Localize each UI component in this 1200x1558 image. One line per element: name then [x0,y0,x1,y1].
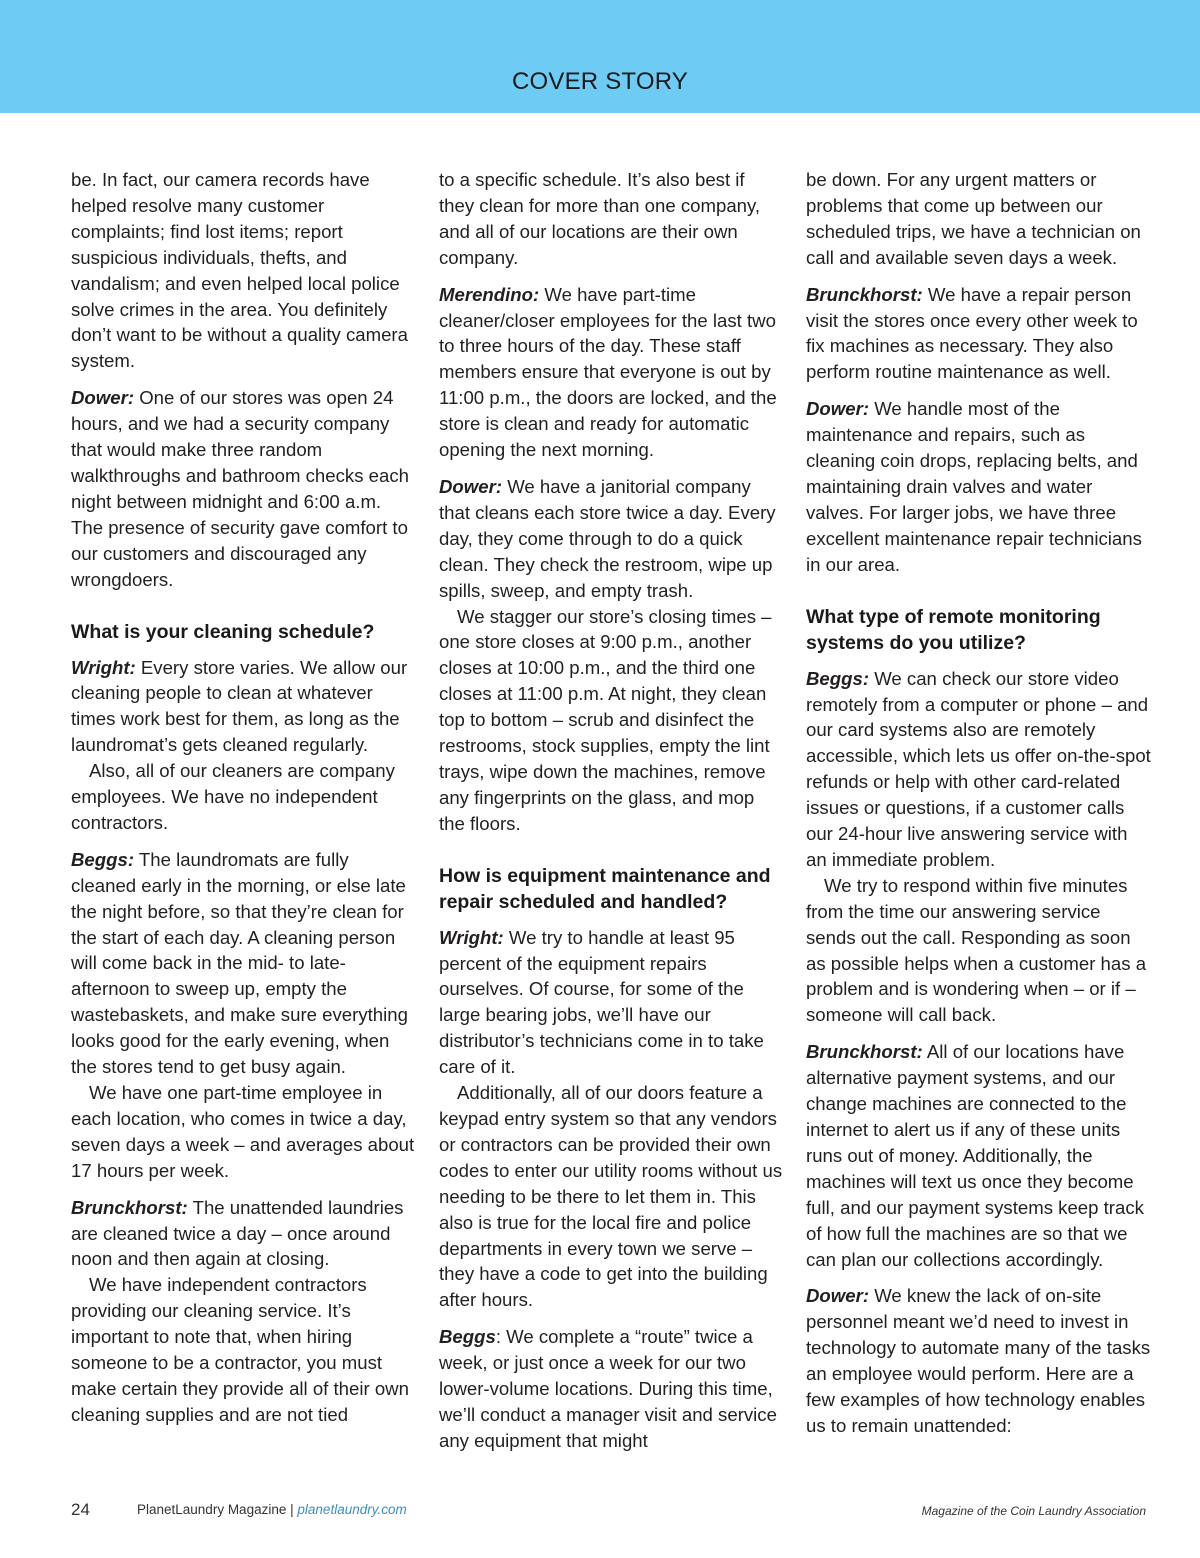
speaker-name: Wright: [71,656,136,678]
speaker-name: Dower: [439,475,503,497]
speaker-name: Wright: [439,926,504,948]
article-column-2 [439,167,784,1465]
footer-magazine [137,1502,407,1517]
paragraph: Wright: Every store varies. We allow our cleaning people to clean at whatever times work best for them, as long as the laundromat’s gets cleaned regularly. [71,656,408,756]
speaker-name: Brunckhorst: [71,1196,188,1218]
paragraph: Dower: One of our stores was open 24 hours, and we had a security company that would make three random walkthroughs and bathroom checks each night between midnight and 6:00 a.m. The presence of security gave comfort to our customers and discouraged any wrongdoers. [71,387,409,590]
speaker-name: Brunckhorst: [806,1041,923,1063]
paragraph: Brunckhorst: The unattended laundries are cleaned twice a day – once around noon and then again at closing. [71,1196,404,1270]
paragraph: to a specific schedule. It’s also best if they clean for more than one company, and all of our locations are their own company. [439,169,761,268]
paragraph: We try to respond within five minutes from the time our answering service sends out the call. Responding as soon as possible helps when a customer has a problem and is wondering when – or if – someone will call back. [806,874,1147,1026]
paragraph: Additionally, all of our doors feature a keypad entry system so that any vendors or contractors can be provided their own codes to enter our utility rooms without us needing to be there to let them in. This also is true for the local fire and police departments in every town we serve – they have a code to get into the building after hours. [439,1082,783,1311]
paragraph: Dower: We knew the lack of on-site personnel meant we’d need to invest in technology to automate many of the tasks an employee would perform. Here are a few examples of how technology enables us to remain unattended: [806,1285,1151,1436]
speaker-name: Beggs: [806,667,870,689]
speaker-name: Dower: [71,387,135,409]
paragraph: We have one part-time employee in each location, who comes in twice a day, seven days a week – and averages about 17 hours per week. [71,1082,415,1181]
speaker-name: Beggs: [71,848,135,870]
speaker-name: Brunckhorst: [806,283,923,305]
footer-separator: | [290,1502,294,1517]
paragraph: Wright: We try to handle at least 95 percent of the equipment repairs ourselves. Of course, for some of the large bearing jobs, we’ll have our distributor’s technicians come in to take care of it. [439,926,764,1078]
paragraph: Beggs: We can check our store video remotely from a computer or phone – and our card systems also are remotely accessible, which lets us offer on-the-spot refunds or help with other card-related issues or questions, if a customer calls our 24-hour live answering service with an immediate problem. [806,667,1151,870]
speaker-name: Dower: [806,398,870,420]
section-title: COVER STORY [511,68,689,95]
question-heading: What is your cleaning schedule? [71,620,375,643]
paragraph: Also, all of our cleaners are company employees. We have no independent contractors. [71,760,395,833]
paragraph: be. In fact, our camera records have helped resolve many customer complaints; find lost items; report suspicious individuals, thefts, and vandalism; and even helped local police solve crimes in the area. You definitely don’t want to be without a quality camera system. [71,169,408,372]
footer-association: Magazine of the Coin Laundry Association [921,1504,1146,1518]
page-number: 24 [71,1500,90,1519]
speaker-name: Dower: [806,1285,870,1307]
article-column-1 [71,167,416,1439]
paragraph: We have independent contractors providing our cleaning service. It’s important to note that, when hiring someone to be a contractor, you must make certain they provide all of their own cleaning supplies and are not tied [71,1274,409,1425]
magazine-url-link[interactable]: planetlaundry.com [297,1502,407,1517]
header-banner [0,0,1200,113]
article-column-3 [806,167,1151,1450]
paragraph: We stagger our store’s closing times – one store closes at 9:00 p.m., another closes at 10:00 p.m., and the third one closes at 11:00 p.m. At night, they clean top to bottom – scrub and disinfect the restrooms, stock supplies, empty the lint trays, wipe down the machines, remove any fingerprints on the glass, and mop the floors. [439,605,772,834]
paragraph: Beggs: We complete a “route” twice a week, or just once a week for our two lower-volume locations. During this time, we’ll conduct a manager visit and service any equipment that might [439,1326,777,1451]
paragraph: Dower: We have a janitorial company that cleans each store twice a day. Every day, they come through to do a quick clean. They check the restroom, wipe up spills, sweep, and empty trash. [439,475,776,601]
speaker-name: Beggs [439,1326,496,1348]
paragraph: Brunckhorst: We have a repair person visit the stores once every other week to fix machines as necessary. They also perform routine maintenance as well. [806,283,1138,383]
paragraph: Beggs: The laundromats are fully cleaned early in the morning, or else late the night before, so that they’re clean for the start of each day. A cleaning person will come back in the mid- to late-afternoon to sweep up, empty the wastebaskets, and make sure everything looks good for the early evening, when the stores tend to get busy again. [71,848,408,1078]
speaker-name: Merendino: [439,283,540,305]
magazine-name: PlanetLaundry Magazine [137,1502,287,1517]
paragraph: be down. For any urgent matters or problems that come up between our scheduled trips, we have a technician on call and available seven days a week. [806,169,1141,268]
question-heading: What type of remote monitoring systems do you utilize? [806,605,1101,654]
question-heading: How is equipment maintenance and repair scheduled and handled? [439,864,771,913]
paragraph: Merendino: We have part-time cleaner/closer employees for the last two to three hours of the day. These staff members ensure that everyone is out by 11:00 p.m., the doors are locked, and the store is clean and ready for automatic opening the next morning. [439,283,777,461]
paragraph: Brunckhorst: All of our locations have alternative payment systems, and our change machines are connected to the internet to alert us if any of these units runs out of money. Additionally, the machines will text us once they become full, and our payment systems keep track of how full the machines are so that we can plan our collections accordingly. [806,1041,1144,1270]
paragraph: Dower: We handle most of the maintenance and repairs, such as cleaning coin drops, replacing belts, and maintaining drain valves and water valves. For larger jobs, we have three excellent maintenance repair technicians in our area. [806,398,1142,575]
